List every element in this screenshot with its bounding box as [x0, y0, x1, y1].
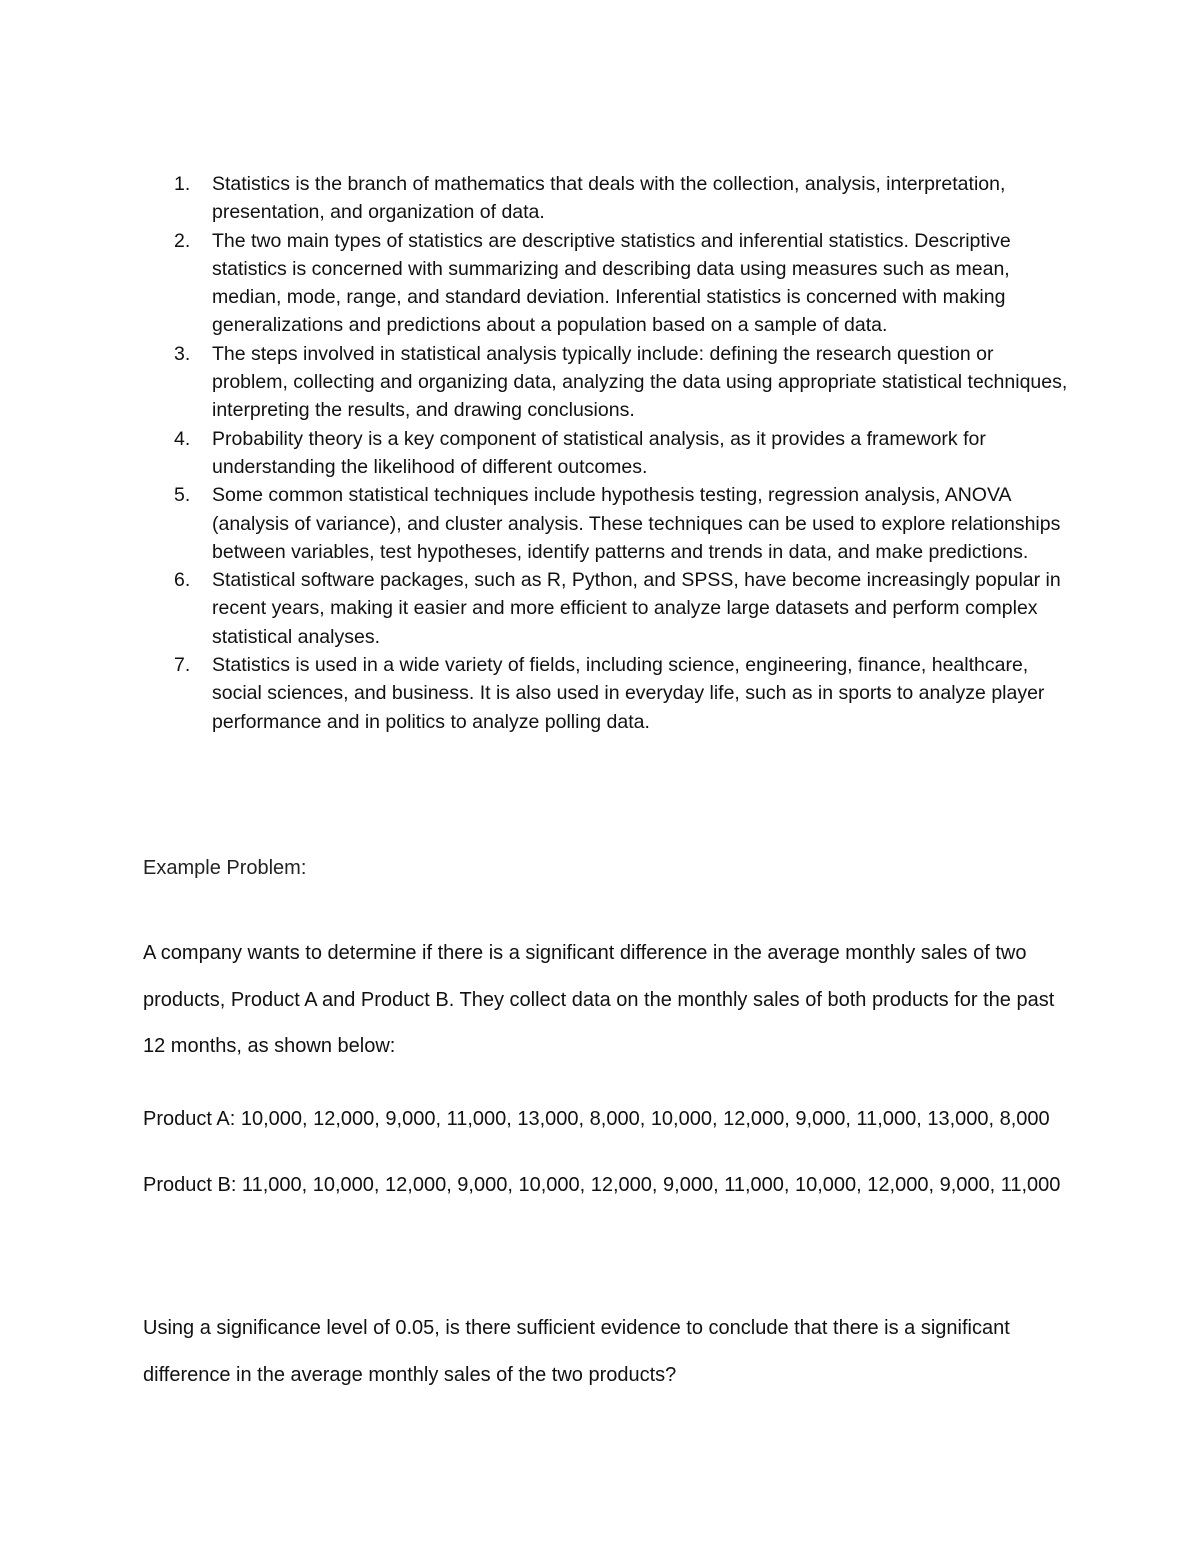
problem-question-paragraph: Using a significance level of 0.05, is there sufficient evidence to conclude that there is a significant difference in the average monthly sales of the two products?	[143, 1317, 1010, 1386]
list-item-text: Statistical software packages, such as R, Python, and SPSS, have become increasingly popular in recent years, making it easier and more efficient to analyze large datasets and perform complex statistical analyses.	[212, 569, 1061, 648]
list-item-text: Statistics is used in a wide variety of fields, including science, engineering, finance, healthcare, social sciences, and business. It is also used in everyday life, such as in sports to analyze player performance and in politics to analyze polling data.	[212, 654, 1045, 733]
list-item	[143, 425, 1073, 482]
list-item	[143, 340, 1073, 425]
list-item-text: The steps involved in statistical analysis typically include: defining the research question or problem, collecting and organizing data, analyzing the data using appropriate statistical techniques, interpreting the results, and drawing conclusions.	[212, 342, 1068, 422]
list-item	[143, 651, 1073, 736]
list-item-text: Probability theory is a key component of statistical analysis, as it provides a framework for understanding the likelihood of different outcomes.	[212, 427, 986, 478]
list-item-text: Some common statistical techniques include hypothesis testing, regression analysis, ANOVA (analysis of variance), and cluster analysis. These techniques can be used to explore relationships between variables, test hypotheses, identify patterns and trends in data, and make predictions.	[212, 484, 1061, 563]
example-problem-heading: Example Problem:	[143, 857, 307, 879]
list-item-text: The two main types of statistics are descriptive statistics and inferential statistics. Descriptive statistics is concerned with summarizing and describing data using measures such as mean, median, mode, range, and standard deviation. Inferential statistics is concerned with making generalizations and predictions about a population based on a sample of data.	[212, 229, 1011, 337]
list-item-number: 7.	[174, 654, 191, 677]
list-item	[143, 227, 1073, 340]
list-item-number: 4.	[174, 427, 191, 450]
list-item-text: Statistics is the branch of mathematics that deals with the collection, analysis, interpretation, presentation, and organization of data.	[212, 173, 1006, 224]
list-item-number: 5.	[174, 484, 191, 507]
list-item	[143, 170, 1073, 227]
list-item-number: 1.	[174, 173, 191, 195]
product-b-sales-data: Product B: 11,000, 10,000, 12,000, 9,000, 10,000, 12,000, 9,000, 11,000, 10,000, 12,000, 9,000, 11,000	[143, 1174, 1061, 1196]
list-item-number: 6.	[174, 569, 191, 592]
list-item	[143, 566, 1073, 651]
list-item-number: 2.	[174, 229, 191, 252]
list-item-number: 3.	[174, 342, 191, 365]
product-a-sales-data: Product A: 10,000, 12,000, 9,000, 11,000, 13,000, 8,000, 10,000, 12,000, 9,000, 11,000, 13,000, 8,000	[143, 1108, 1050, 1130]
problem-intro-paragraph: A company wants to determine if there is a significant difference in the average monthly sales of two products, Product A and Product B. They collect data on the monthly sales of both products for the past 12 months, as shown below:	[143, 942, 1055, 1057]
statistics-facts-list	[143, 170, 1073, 736]
list-item	[143, 481, 1073, 566]
